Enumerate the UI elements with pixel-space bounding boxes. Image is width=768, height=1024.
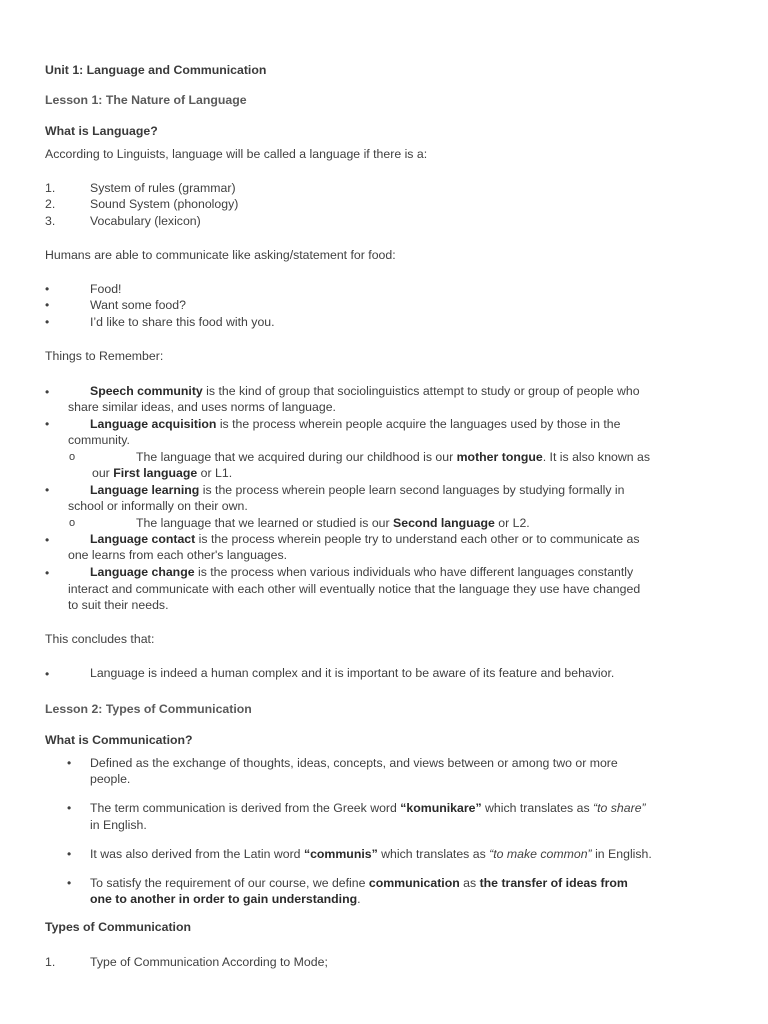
bullet-icon: • <box>45 533 50 547</box>
things-to-remember-label: Things to Remember: <box>45 349 164 363</box>
bullet-icon: • <box>45 282 50 296</box>
acquisition-def: is the process wherein people acquire the languages used by those in the <box>216 417 621 431</box>
what-is-language-heading: What is Language? <box>45 124 158 138</box>
learning-line2: school or informally on their own. <box>68 499 248 513</box>
bullet-icon: • <box>67 847 72 861</box>
contact-line1 <box>90 531 640 547</box>
criteria-item-2: Sound System (phonology) <box>90 197 239 211</box>
food-item-1: Food! <box>90 282 122 296</box>
humans-text: Humans are able to communicate like asking/statement for food: <box>45 248 396 262</box>
greek-text: The term communication is derived from the Greek word <box>90 801 401 815</box>
speech-community-def: is the kind of group that sociolinguistics attempt to study or group of people who <box>202 384 640 398</box>
transfer-phrase-cont: one to another in order to gain understanding <box>90 892 358 906</box>
bullet-icon: • <box>45 417 50 431</box>
bullet-icon: • <box>45 315 50 329</box>
bullet-icon: • <box>67 756 72 770</box>
communication-term: communication <box>368 876 460 890</box>
comm-def-line1: Defined as the exchange of thoughts, ideas, concepts, and views between or among two or more <box>90 756 618 770</box>
circle-bullet-icon: o <box>69 451 76 463</box>
bullet-icon: • <box>45 566 50 580</box>
circle-bullet-icon: o <box>69 517 76 529</box>
latin-text-end: in English. <box>591 847 652 861</box>
intro-text: According to Linguists, language will be called a language if there is a: <box>45 147 428 161</box>
criteria-num-2: 2. <box>45 197 56 211</box>
learning-line1 <box>90 482 625 498</box>
latin-text: It was also derived from the Latin word <box>90 847 304 861</box>
comm-course-line1 <box>90 875 628 891</box>
speech-community-term: Speech community <box>90 384 203 398</box>
change-def: is the process when various individuals who have different languages constantly <box>194 565 634 579</box>
acq-sub-text-end: . It is also known as <box>542 450 651 464</box>
types-num-1: 1. <box>45 955 56 969</box>
unit-title: Unit 1: Language and Communication <box>45 63 267 77</box>
acq-sub-text: The language that we acquired during our childhood is our <box>136 450 457 464</box>
comm-course-line2 <box>90 891 361 907</box>
conclusion-text: Language is indeed a human complex and it is important to be aware of its feature and behavior. <box>90 666 615 680</box>
to-share-phrase: “to share” <box>593 801 646 815</box>
contact-term: Language contact <box>90 532 196 546</box>
contact-def: is the process wherein people try to understand each other or to communicate as <box>195 532 640 546</box>
acquisition-sub-line2 <box>92 465 232 481</box>
to-make-common-phrase: “to make common” <box>489 847 592 861</box>
bullet-icon: • <box>45 483 50 497</box>
speech-community-line1 <box>90 383 640 399</box>
types-of-communication-heading: Types of Communication <box>45 920 191 934</box>
bullet-icon: • <box>45 298 50 312</box>
concludes-label: This concludes that: <box>45 632 155 646</box>
comm-greek-line2: in English. <box>90 818 147 832</box>
first-language-term: First language <box>113 466 198 480</box>
acquisition-term: Language acquisition <box>90 417 217 431</box>
acquisition-sub-line1 <box>136 449 650 465</box>
what-is-communication-heading: What is Communication? <box>45 733 193 747</box>
comm-latin-line <box>90 846 652 862</box>
course-end: . <box>357 892 361 906</box>
criteria-num-3: 3. <box>45 214 56 228</box>
food-item-2: Want some food? <box>90 298 186 312</box>
bullet-icon: • <box>45 385 50 399</box>
types-item-1: Type of Communication According to Mode; <box>90 955 328 969</box>
criteria-item-3: Vocabulary (lexicon) <box>90 214 201 228</box>
bullet-icon: • <box>67 876 72 890</box>
communis-term: “communis” <box>303 847 378 861</box>
transfer-phrase: the transfer of ideas from <box>479 876 628 890</box>
speech-community-line2: share similar ideas, and uses norms of language. <box>68 400 336 414</box>
acquisition-line1 <box>90 416 620 432</box>
greek-text-mid: which translates as <box>481 801 594 815</box>
komunikare-term: “komunikare” <box>400 801 482 815</box>
change-term: Language change <box>90 565 195 579</box>
acq-sub2-text-end: or L1. <box>197 466 233 480</box>
lesson2-title: Lesson 2: Types of Communication <box>45 702 252 716</box>
change-line1 <box>90 564 633 580</box>
latin-text-mid: which translates as <box>377 847 490 861</box>
acq-sub2-text: our <box>92 466 114 480</box>
learning-term: Language learning <box>90 483 200 497</box>
learning-sub-line <box>136 515 530 531</box>
lesson1-title: Lesson 1: The Nature of Language <box>45 93 247 107</box>
change-line2: interact and communicate with each other will eventually notice that the language they use have changed <box>68 582 641 596</box>
acquisition-line2: community. <box>68 433 130 447</box>
learn-sub-text: The language that we learned or studied is our <box>136 516 394 530</box>
criteria-num-1: 1. <box>45 181 56 195</box>
criteria-item-1: System of rules (grammar) <box>90 181 236 195</box>
contact-line2: one learns from each other's languages. <box>68 548 288 562</box>
comm-def-line2: people. <box>90 772 131 786</box>
food-item-3: I’d like to share this food with you. <box>90 315 275 329</box>
bullet-icon: • <box>67 801 72 815</box>
learning-def: is the process wherein people learn second languages by studying formally in <box>199 483 625 497</box>
comm-greek-line1 <box>90 800 646 816</box>
second-language-term: Second language <box>393 516 495 530</box>
bullet-icon: • <box>45 667 50 681</box>
change-line3: to suit their needs. <box>68 598 169 612</box>
course-text-mid: as <box>459 876 480 890</box>
course-text: To satisfy the requirement of our course, we define <box>90 876 369 890</box>
learn-sub-text-end: or L2. <box>494 516 530 530</box>
mother-tongue-term: mother tongue <box>456 450 543 464</box>
